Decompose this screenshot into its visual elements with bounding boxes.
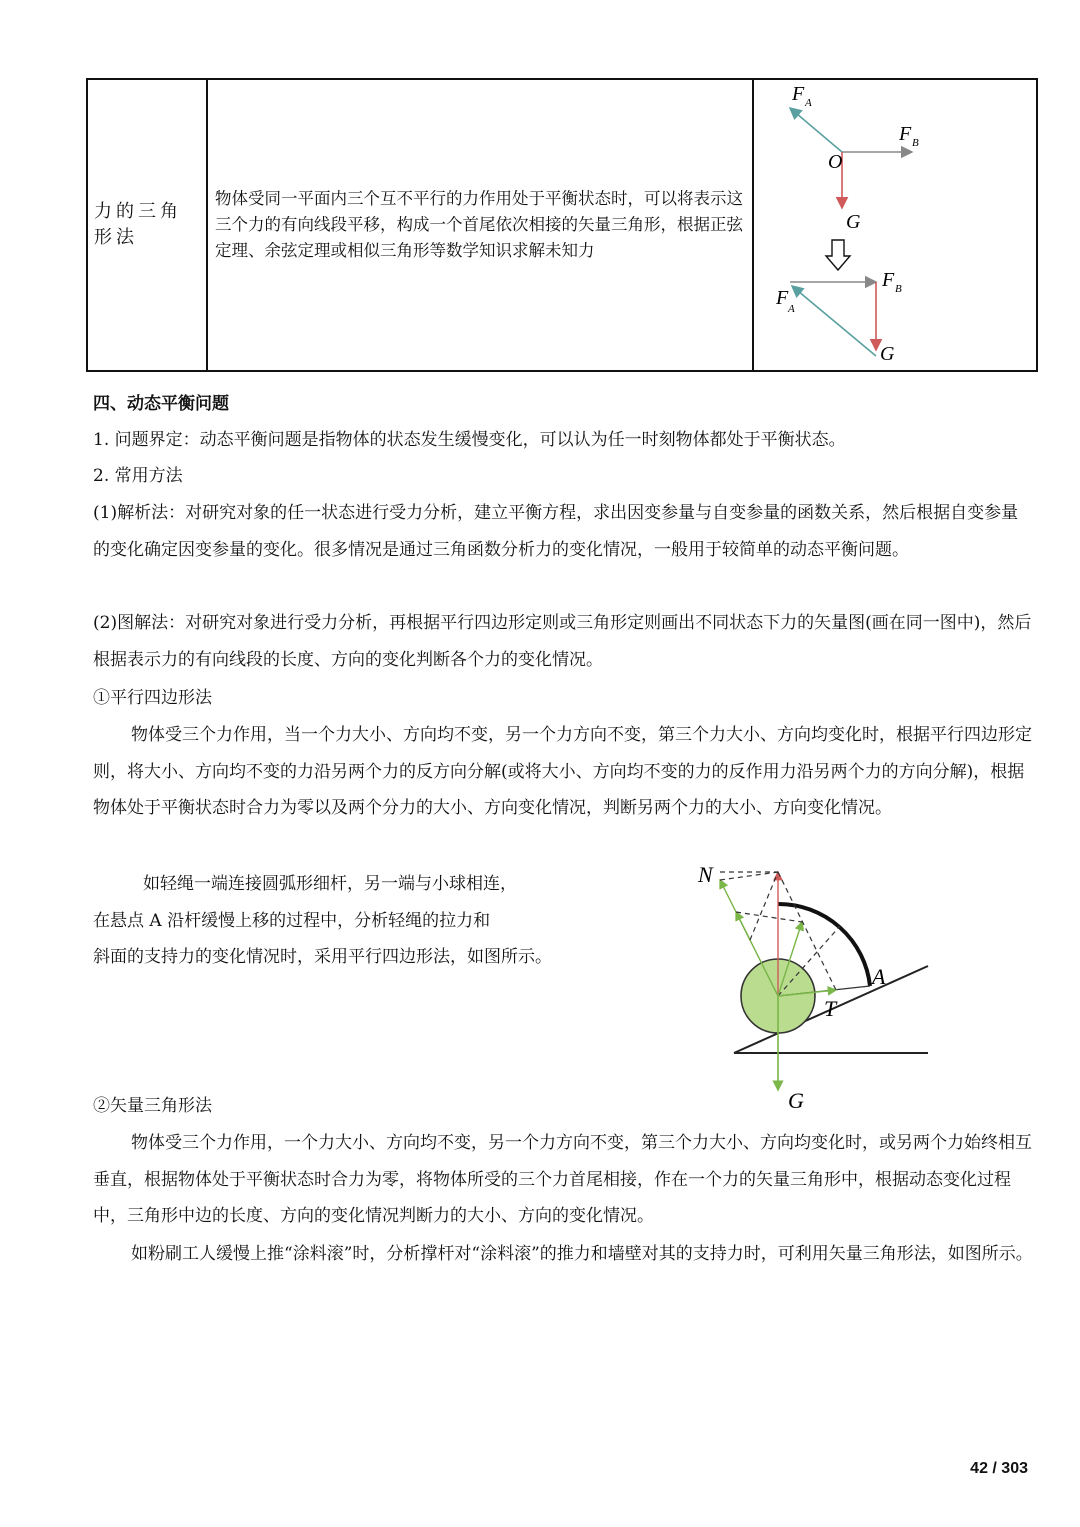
label-g: G <box>788 1088 804 1113</box>
method-name-cell <box>87 79 207 371</box>
triangle-text: 物体受三个力作用，一个力大小、方向均不变，另一个力方向不变，第三个力大小、方向均变化时，或另两个力始终相互垂直，根据物体处于平衡状态时合力为零，将物体所受的三个力首尾相接，作在一个力的矢量三角形中，根据动态变化过程中，三角形中边的长度、方向的变化情况判断力的大小、方向的变化情况。 <box>93 1133 1032 1226</box>
construction-dashed <box>750 872 778 940</box>
method-description-cell <box>207 79 753 371</box>
triangle-label-fb-sub: B <box>895 283 902 295</box>
label-g: G <box>846 211 861 233</box>
normal-force-arrow <box>736 912 750 940</box>
label-fa-sub: A <box>805 97 812 109</box>
force-diagram-cell <box>753 79 1037 371</box>
page-number: 42 / 303 <box>970 1460 1028 1477</box>
label-fb-sub: B <box>912 137 919 149</box>
triangle-label-g: G <box>880 343 895 365</box>
triangle-title: ②矢量三角形法 <box>93 1096 212 1116</box>
roller-text: 如粉刷工人缓慢上推“涂料滚”时，分析撑杆对“涂料滚”的推力和墙壁对其的支持力时，可利用矢量三角形法，如图所示。 <box>131 1244 1033 1264</box>
example-line: 斜面的支持力的变化情况时，采用平行四边形法，如图所示。 <box>93 947 552 967</box>
parallelogram-text: 物体受三个力作用，当一个力大小、方向均不变，另一个力方向不变，第三个力大小、方向均变化时，根据平行四边形定则，将大小、方向均不变的力沿另两个力的反方向分解(或将大小、方向均不变的力的反作用力沿另两个力的方向分解)，根据物体处于平衡状态时合力为零以及两个分力的大小、方向变化情况，判断另两个力的大小、方向变化情况。 <box>93 725 1032 818</box>
table-row <box>87 79 1037 371</box>
triangle-label-fa: F <box>776 287 789 309</box>
label-n: N <box>698 862 713 887</box>
method-analytical: (1)解析法：对研究对象的任一状态进行受力分析，建立平衡方程，求出因变参量与自变参量的函数关系，然后根据自变参量的变化确定因变参量的变化。很多情况是通过三角函数分析力的变化情况，一般用于较简单的动态平衡问题。 <box>93 503 1019 560</box>
construction-dashed <box>736 912 802 922</box>
label-t: T <box>824 996 837 1021</box>
section-heading: 四、动态平衡问题 <box>93 394 229 414</box>
transform-arrow-icon <box>826 240 850 270</box>
construction-dashed <box>720 872 778 880</box>
method-description: 物体受同一平面内三个互不平行的力作用处于平衡状态时，可以将表示这三个力的有向线段平移，构成一个首尾依次相接的矢量三角形，根据正弦定理、余弦定理或相似三角形等数学知识求解未知力 <box>215 189 743 260</box>
parallelogram-title: ①平行四边形法 <box>93 688 212 708</box>
triangle-label-fb: F <box>882 269 895 291</box>
method-name: 力的三角形法 <box>94 201 182 248</box>
method-table <box>86 78 1038 372</box>
item-methods: 2. 常用方法 <box>93 466 183 486</box>
example-line: 如轻绳一端连接圆弧形细杆，另一端与小球相连， <box>143 874 517 894</box>
example-line: 在悬点 A 沿杆缓慢上移的过程中，分析轻绳的拉力和 <box>93 910 491 931</box>
label-fa: F <box>792 83 805 105</box>
force-fa-line <box>790 108 842 152</box>
label-o: O <box>828 151 843 173</box>
label-fb: F <box>899 123 912 145</box>
item-definition: 1. 问题界定：动态平衡问题是指物体的状态发生缓慢变化，可以认为任一时刻物体都处于平衡状态。 <box>93 430 846 450</box>
label-a: A <box>872 964 886 989</box>
example-paragraph <box>93 866 653 976</box>
triangle-label-fa-sub: A <box>788 303 795 315</box>
ball-incline-diagram <box>690 856 940 1116</box>
method-graphical: (2)图解法：对研究对象进行受力分析，再根据平行四边形定则或三角形定则画出不同状态下力的矢量图(画在同一图中)，然后根据表示力的有向线段的长度、方向的变化判断各个力的变化情况。 <box>93 613 1032 670</box>
force-triangle-diagram <box>754 80 1034 366</box>
triangle-fa-line <box>792 286 876 356</box>
